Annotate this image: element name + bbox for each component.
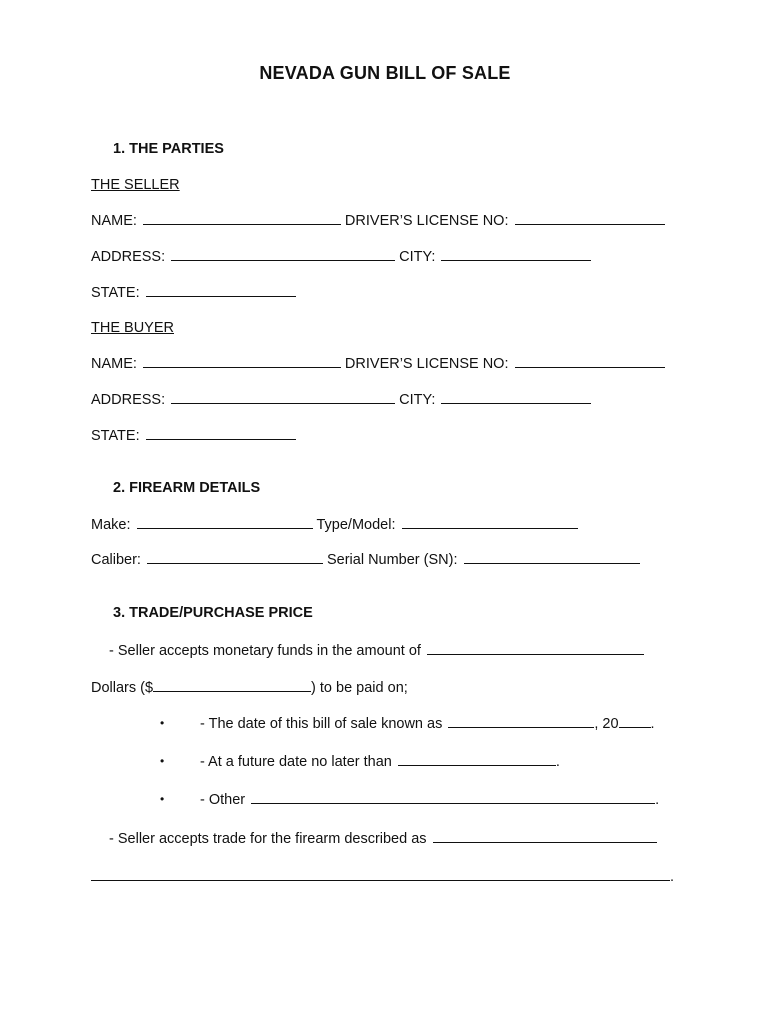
make-model-row: [91, 514, 582, 534]
monetary-row: [109, 640, 648, 660]
seller-license-field[interactable]: [515, 210, 665, 225]
option-future-period: .: [555, 754, 560, 770]
option-other-row: [200, 789, 659, 809]
seller-state-label: STATE:: [91, 285, 140, 301]
serial-label: Serial Number (SN):: [326, 552, 458, 568]
trade-field[interactable]: [433, 828, 657, 843]
seller-name-row: [91, 210, 669, 230]
option-date-period: .: [650, 716, 655, 732]
bullet-icon: •: [160, 754, 165, 768]
section-price-heading: 3. TRADE/PURCHASE PRICE: [113, 605, 313, 621]
seller-license-label: DRIVER’S LICENSE NO:: [344, 213, 509, 229]
dollars-amount-field[interactable]: [153, 677, 311, 692]
buyer-subheading: THE BUYER: [91, 320, 174, 336]
bullet-icon: •: [160, 716, 165, 730]
trade-description-row: [91, 866, 674, 886]
dollars-suffix: ) to be paid on;: [311, 680, 408, 696]
caliber-serial-row: [91, 549, 644, 569]
seller-city-label: CITY:: [399, 249, 436, 265]
seller-subheading: THE SELLER: [91, 177, 180, 193]
seller-state-field[interactable]: [146, 282, 296, 297]
seller-city-field[interactable]: [441, 246, 591, 261]
type-model-field[interactable]: [402, 514, 578, 529]
option-future-row: [200, 751, 560, 771]
caliber-label: Caliber:: [91, 552, 141, 568]
buyer-state-label: STATE:: [91, 428, 140, 444]
seller-state-row: [91, 282, 300, 302]
seller-name-field[interactable]: [143, 210, 341, 225]
caliber-field[interactable]: [147, 549, 323, 564]
type-model-label: Type/Model:: [316, 517, 396, 533]
trade-text: - Seller accepts trade for the firearm described as: [109, 831, 427, 847]
trade-description-field[interactable]: [91, 866, 670, 881]
option-year-prefix: , 20: [594, 716, 619, 732]
buyer-name-row: [91, 353, 669, 373]
dollars-row: [91, 677, 408, 697]
option-future-text: - At a future date no later than: [200, 754, 392, 770]
option-date-text: - The date of this bill of sale known as: [200, 716, 443, 732]
buyer-address-row: [91, 389, 595, 409]
monetary-text: - Seller accepts monetary funds in the amount of: [109, 643, 421, 659]
dollars-prefix: Dollars ($: [91, 680, 154, 696]
section-firearm-heading: 2. FIREARM DETAILS: [113, 480, 261, 496]
monetary-amount-field[interactable]: [427, 640, 644, 655]
option-other-period: .: [655, 792, 660, 808]
option-other-field[interactable]: [251, 789, 655, 804]
buyer-city-field[interactable]: [441, 389, 591, 404]
buyer-name-label: NAME:: [91, 356, 137, 372]
section-parties-heading: 1. THE PARTIES: [113, 141, 224, 157]
make-label: Make:: [91, 517, 131, 533]
buyer-address-field[interactable]: [171, 389, 395, 404]
seller-name-label: NAME:: [91, 213, 137, 229]
option-other-text: - Other: [200, 792, 246, 808]
make-field[interactable]: [137, 514, 313, 529]
trade-description-period: .: [670, 869, 675, 885]
buyer-name-field[interactable]: [143, 353, 341, 368]
trade-row: [109, 828, 661, 848]
seller-address-row: [91, 246, 595, 266]
seller-address-label: ADDRESS:: [91, 249, 166, 265]
bullet-icon: •: [160, 792, 165, 806]
buyer-address-label: ADDRESS:: [91, 392, 166, 408]
buyer-state-row: [91, 425, 300, 445]
buyer-city-label: CITY:: [399, 392, 436, 408]
buyer-state-field[interactable]: [146, 425, 296, 440]
option-date-field[interactable]: [448, 713, 594, 728]
buyer-license-field[interactable]: [515, 353, 665, 368]
document-title: NEVADA GUN BILL OF SALE: [259, 63, 511, 83]
option-year-field[interactable]: [619, 713, 651, 728]
serial-field[interactable]: [464, 549, 640, 564]
option-future-field[interactable]: [398, 751, 556, 766]
seller-address-field[interactable]: [171, 246, 395, 261]
buyer-license-label: DRIVER’S LICENSE NO:: [344, 356, 509, 372]
option-date-row: [200, 713, 655, 733]
